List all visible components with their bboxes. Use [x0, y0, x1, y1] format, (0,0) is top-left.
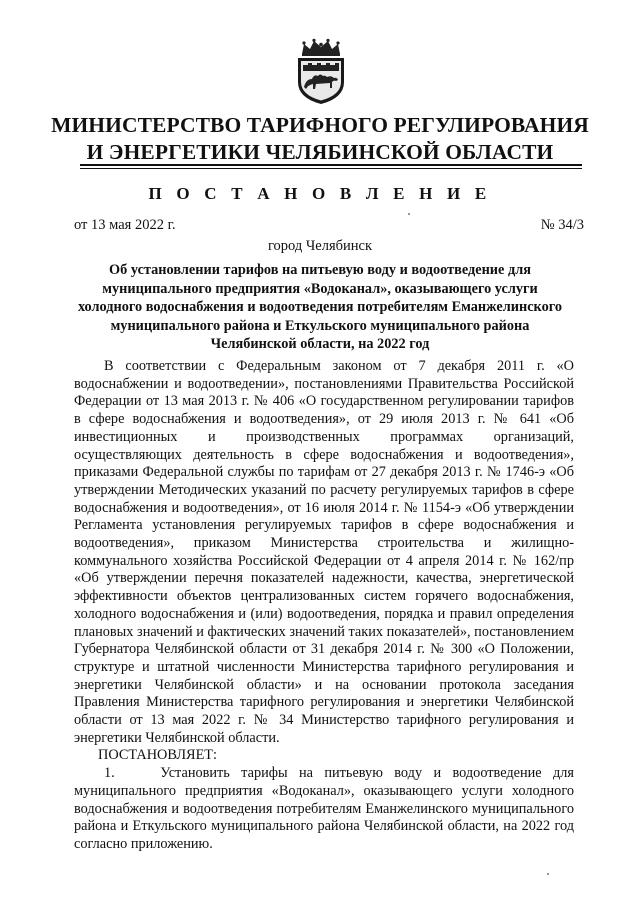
- document-body: [74, 358, 574, 854]
- scan-speck: [547, 873, 549, 875]
- document-date: от 13 мая 2022 г.: [74, 217, 176, 233]
- list-item: [74, 765, 574, 854]
- preamble-paragraph: В соответствии с Федеральным законом от 7 декабря 2011 г. «О водоснабжении и водоотведении», постановлениями Правительства Российской Федерации от 13 мая 2013 г. № 406 «О государственном регулировании тарифов в сфере водоснабжения и водоотведения», от 29 июля 2013 г. № 641 «Об инвестиционных и производственных программах организаций, осуществляющих деятельность в сфере водоснабжения и водоотведения», приказами Федеральной службы по тарифам от 27 декабря 2013 г. № 1746-э «Об утверждении Методических указаний по расчету регулируемых тарифов в сфере водоснабжения и водоотведения», от 16 июля 2014 г. № 1154-э «Об утверждении Регламента установления регулируемых тарифов в сфере водоснабжения и водоотведения», приказом Министерства строительства и жилищно-коммунального хозяйства Российской Федерации от 4 апреля 2014 г. № 162/пр «Об утверждении перечня показателей надежности, качества, энергетической эффективности объектов централизованных систем горячего водоснабжения, холодного водоснабжения и (или) водоотведения, порядка и правил определения плановых значений и фактических значений таких показателей», постановлением Губернатора Челябинской области от 31 декабря 2014 г. № 300 «О Положении, структуре и штатной численности Министерства тарифного регулирования и энергетики Челябинской области» и на основании протокола заседания Правления Министерства тарифного регулирования и энергетики Челябинской области от 13 мая 2022 г. № 34 Министерство тарифного регулирования и энергетики Челябинской области.: [74, 358, 574, 746]
- document-type: П О С Т А Н О В Л Е Н И Е: [148, 184, 492, 203]
- document-number: № 34/3: [540, 217, 584, 233]
- ministry-name-line2: И ЭНЕРГЕТИКИ ЧЕЛЯБИНСКОЙ ОБЛАСТИ: [86, 140, 554, 164]
- document-title: Об установлении тарифов на питьевую воду и водоотведение для муниципального предприятия «Водоканал», оказывающего услуги холодного водоснабжения и водоотведения потребителям Еманжелинского муниципального района и Еткульского муниципального района Челябинской области, на 2022 год: [77, 262, 563, 353]
- ministry-name: [0, 112, 640, 166]
- resolves-heading: ПОСТАНОВЛЯЕТ:: [98, 747, 218, 764]
- header-divider-thick: [80, 164, 582, 166]
- ministry-name-line1: МИНИСТЕРСТВО ТАРИФНОГО РЕГУЛИРОВАНИЯ: [51, 113, 589, 137]
- coat-of-arms-icon: [292, 38, 350, 106]
- list-item-text: Установить тарифы на питьевую воду и водоотведение для муниципального предприятия «Водоканал», оказывающего услуги холодного водоснабжения и водоотведения потребителям Еманжелинского муниципального района и Еткульского муниципального района Челябинской области, на 2022 год согласно приложению.: [74, 765, 575, 852]
- document-city: город Челябинск: [267, 238, 373, 254]
- list-item-number: 1.: [104, 765, 115, 782]
- scan-speck: [408, 213, 410, 215]
- header-divider-thin: [80, 168, 582, 169]
